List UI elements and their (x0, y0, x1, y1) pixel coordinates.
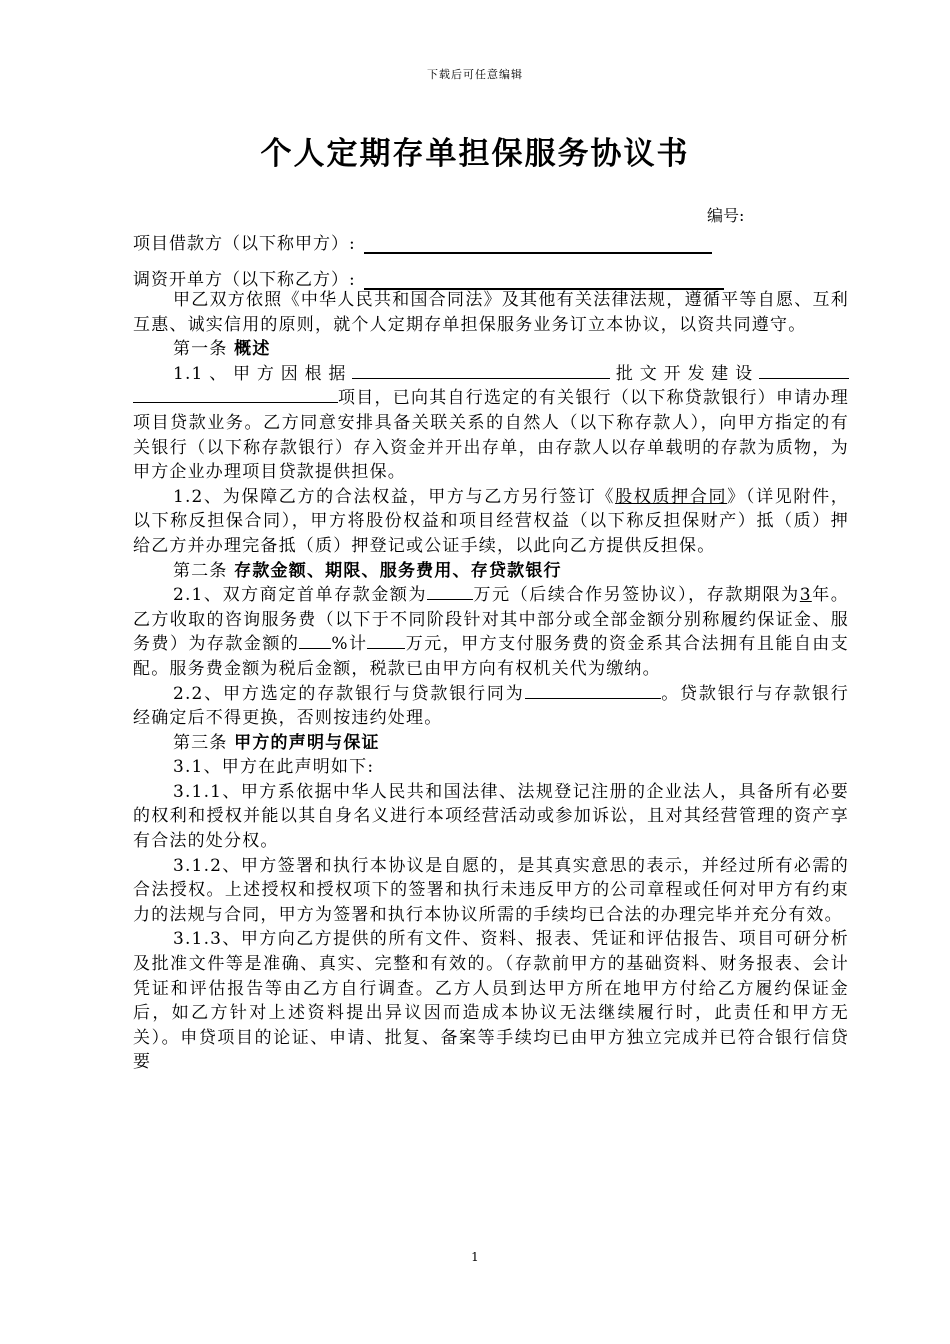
number-label: 编号: (707, 206, 745, 225)
blank-deposit-amount[interactable] (427, 583, 473, 600)
article-3-heading: 第三条 甲方的声明与保证 (172, 732, 380, 753)
article-1-heading: 第一条 概述 (172, 339, 271, 360)
party-b-blank[interactable] (364, 270, 724, 290)
agreement-body (133, 288, 849, 1075)
intro-paragraph: 甲乙双方依照《中华人民共和国合同法》及其他有关法律法规，遵循平等自愿、互利互惠、诚实信用的原则，就个人定期存单担保服务业务订立本协议，以资共同遵守。 (133, 290, 849, 335)
clause-1-2: 1.2、为保障乙方的合法权益，甲方与乙方另行签订《股权质押合同》（详见附件，以下称反担保合同），甲方将股份权益和项目经营权益（以下称反担保财产）抵（质）押给乙方并办理完备抵（质）押登记或公证手续，以此向乙方提供反担保。 (133, 486, 850, 556)
clause-2-2: 2.2、甲方选定的存款银行与贷款银行同为 。贷款银行与存款银行经确定后不得更换，否则按违约处理。 (133, 683, 849, 729)
clause-1-1: 1.1、甲方因根据 批文开发建设项目，已向其自行选定的有关银行（以下称贷款银行）申请办理项目贷款业务。乙方同意安排具备关联关系的自然人（以下称存款人），向甲方指定的有关银行（以下称存款银行）存入资金并开出存单，由存款人以存单载明的存款为质物，为甲方企业办理项目贷款提供担保。 (133, 363, 849, 483)
deposit-years: 3 (799, 585, 812, 606)
pledge-contract-link[interactable]: 股权质押合同 (615, 486, 728, 507)
clause-2-1: 2.1、双方商定首单存款金额为 万元（后续合作另签协议），存款期限为3年。乙方收取的咨询服务费（以下于不同阶段针对其中部分或全部金额分别称履约保证金、服务费）为存款金额的 %计 万元，甲方支付服务费的资金系其合法拥有且能自由支配。服务费金额为税后金额，税款已由甲方向有权机关代为缴纳。 (133, 585, 849, 679)
blank-fee-percent[interactable] (299, 632, 331, 649)
document-title: 个人定期存单担保服务协议书 (260, 136, 690, 172)
article-2-heading: 第二条 存款金额、期限、服务费用、存贷款银行 (172, 560, 562, 581)
party-a-line (133, 229, 712, 254)
clause-3-1-2: 3.1.2、甲方签署和执行本协议是自愿的，是其真实意思的表示，并经过所有必需的合法授权。上述授权和授权项下的签署和执行未违反甲方的公司章程或任何对甲方有约束力的法规与合同，甲方为签署和执行本协议所需的手续均已合法的办理完毕并充分有效。 (133, 855, 849, 925)
page-number: 1 (471, 1250, 479, 1264)
clause-3-1-1: 3.1.1、甲方系依据中华人民共和国法律、法规登记注册的企业法人，具备所有必要的权利和授权并能以其自身名义进行本项经营活动或参加诉讼，且对其经营管理的资产享有合法的处分权。 (133, 781, 849, 852)
party-b-line (133, 265, 724, 290)
clause-3-1: 3.1、甲方在此声明如下: (172, 757, 375, 778)
blank-bank-name[interactable] (525, 682, 661, 699)
party-a-label: 项目借款方（以下称甲方）: (133, 234, 356, 254)
header-note: 下载后可任意编辑 (427, 68, 523, 81)
blank-fee-amount[interactable] (367, 632, 405, 649)
party-b-label: 调资开单方（以下称乙方）: (133, 270, 356, 290)
blank-project-b[interactable] (133, 386, 338, 403)
blank-project-a[interactable] (759, 362, 849, 379)
party-a-blank[interactable] (364, 234, 712, 254)
clause-3-1-3: 3.1.3、甲方向乙方提供的所有文件、资料、报表、凭证和评估报告、项目可研分析及批准文件等是准确、真实、完整和有效的。（存款前甲方的基础资料、财务报表、会计凭证和评估报告等由乙方自行调查。乙方人员到达甲方所在地甲方付给乙方履约保证金后，如乙方针对上述资料提出异议因而造成本协议无法继续履行时，此责任和甲方无关）。申贷项目的论证、申请、批复、备案等手续均已由甲方独立完成并已符合银行信贷要 (133, 929, 849, 1073)
blank-approval[interactable] (352, 362, 610, 379)
